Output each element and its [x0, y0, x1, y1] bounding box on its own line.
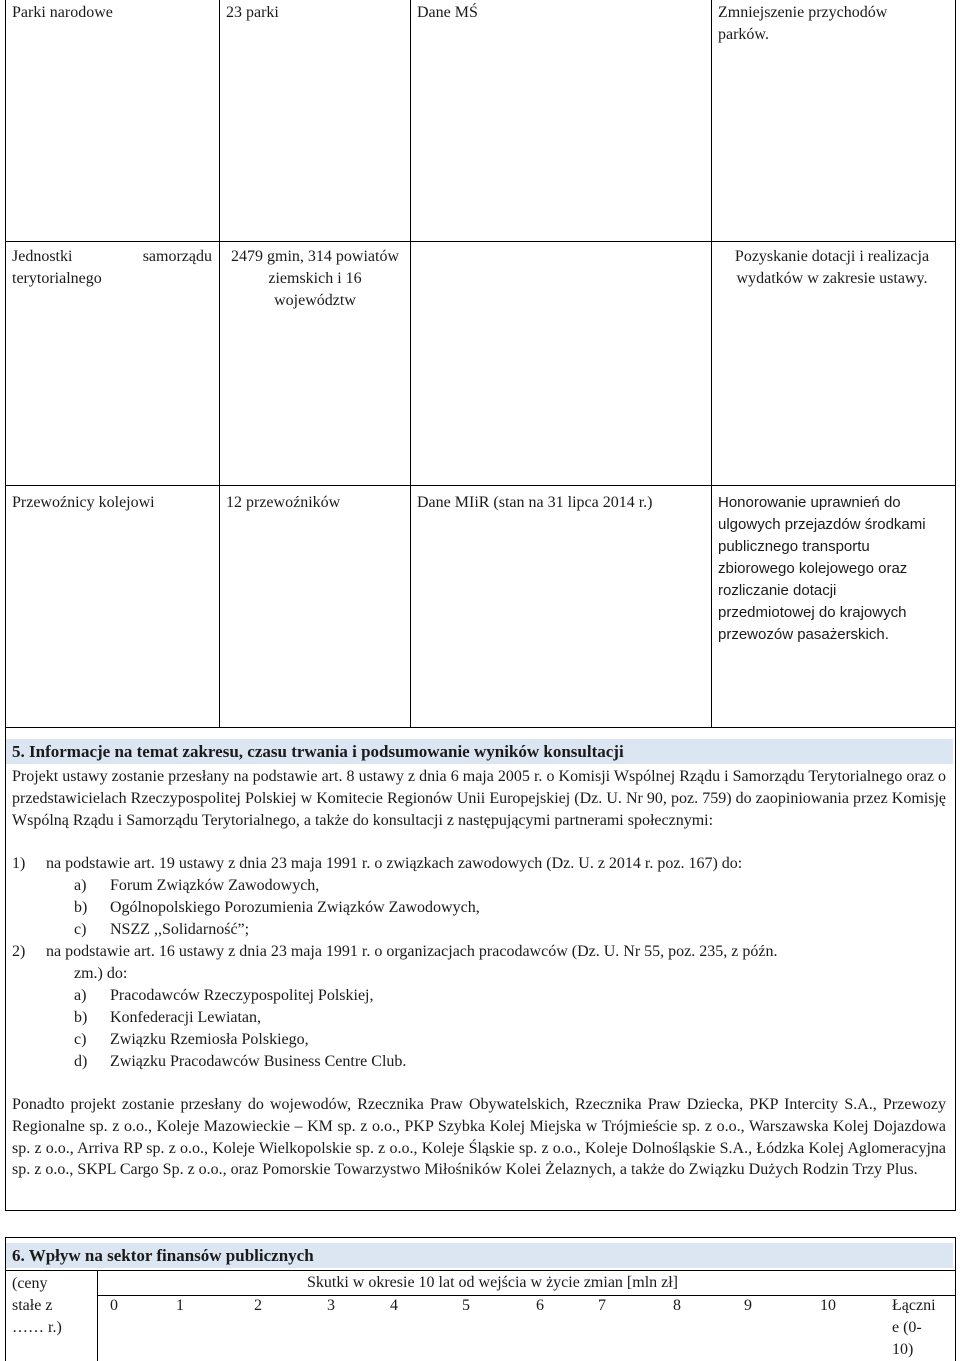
table-border-right	[955, 0, 956, 1210]
year-header-10: 10	[820, 1297, 836, 1314]
table-cell: Zmniejszenie przychodów parków.	[718, 4, 888, 43]
section-divider	[5, 1210, 956, 1211]
list-item: na podstawie art. 19 ustawy z dnia 23 maja 1991 r. o związkach zawodowych (Dz. U. z 2014 r. poz. 167) do:	[46, 855, 743, 872]
section-heading: 5. Informacje na temat zakresu, czasu trwania i podsumowanie wyników konsultacji	[6, 739, 953, 764]
year-header-4: 4	[390, 1297, 398, 1314]
price-basis-label: …… r.)	[12, 1319, 62, 1336]
list-item: NSZZ ,,Solidarność”;	[110, 921, 250, 938]
table-cell	[6, 246, 218, 290]
row-divider-3	[5, 727, 956, 728]
list-item: Konfederacji Lewiatan,	[110, 1009, 262, 1026]
cell-word: samorządu	[142, 248, 212, 265]
list-item: na podstawie art. 16 ustawy z dnia 23 maja 1991 r. o organizacjach pracodawców (Dz. U. Nr 55, poz. 235, z późn.	[46, 943, 778, 960]
table-cell: Dane MŚ	[417, 4, 478, 21]
list-marker: b)	[74, 899, 88, 916]
list-item: Pracodawców Rzeczypospolitej Polskiej,	[110, 987, 374, 1004]
section-closing: Ponadto projekt zostanie przesłany do wojewodów, Rzecznika Praw Obywatelskich, Rzecznika Praw Dziecka, PKP Intercity S.A., Przewozy Regionalne sp. z o.o., Koleje Mazowieckie – KM sp. z o.o., PKP Szybka Kolej Miejska w Trójmieście sp. z o.o., Warszawska Kolej Dojazdowa sp. z o.o., Arriva RP sp. z o.o., Koleje Wielkopolskie sp. z o.o., Koleje Śląskie sp. z o.o., Koleje Dolnośląskie S.A., Łódzka Kolej Aglomeracyjna sp. z o.o., SKPL Cargo Sp. z o.o., oraz Pomorskie Towarzystwo Miłośników Kolei Żelaznych, a także do Związku Dużych Rodzin Trzy Plus.	[12, 1096, 946, 1179]
cell-word: terytorialnego	[12, 270, 102, 287]
table-cell: Dane MIiR (stan na 31 lipca 2014 r.)	[417, 494, 653, 511]
cell-word: Jednostki	[12, 248, 73, 265]
table-border-left	[5, 0, 6, 1210]
col-divider-2	[410, 0, 411, 727]
row-divider-1	[5, 241, 956, 242]
year-header-9: 9	[744, 1297, 752, 1314]
table-cell: 12 przewoźników	[226, 494, 341, 511]
year-header-6: 6	[536, 1297, 544, 1314]
list-marker: c)	[74, 921, 87, 938]
price-basis-label: stałe z	[12, 1297, 53, 1314]
year-header-2: 2	[254, 1297, 262, 1314]
list-item: Związku Pracodawców Business Centre Club.	[110, 1053, 407, 1070]
section-intro: Projekt ustawy zostanie przesłany na podstawie art. 8 ustawy z dnia 6 maja 2005 r. o Komisji Wspólnej Rządu i Samorządu Terytorialnego oraz o przedstawicielach Rzeczypospolitej Polskiej w Komitecie Regionów Unii Europejskiej (Dz. U. Nr 90, poz. 759) do zaopiniowania przez Komisję Wspólną Rządu i Samorządu Terytorialnego, a także do konsultacji z następującymi partnerami społecznymi:	[12, 768, 946, 829]
table-cell: 23 parki	[226, 4, 279, 21]
year-header-7: 7	[598, 1297, 606, 1314]
effects-header: Skutki w okresie 10 lat od wejścia w życie zmian [mln zł]	[307, 1274, 679, 1291]
table-border-right	[955, 1237, 956, 1361]
year-header-3: 3	[327, 1297, 335, 1314]
list-item-continued: zm.) do:	[74, 965, 128, 982]
year-header-1: 1	[176, 1297, 184, 1314]
col-divider-1	[219, 0, 220, 727]
year-header-8: 8	[673, 1297, 681, 1314]
table-cell: Pozyskanie dotacji i realizacja wydatków w zakresie ustawy.	[734, 248, 930, 287]
table-cell: Przewoźnicy kolejowi	[12, 494, 155, 511]
list-marker: b)	[74, 1009, 88, 1026]
list-marker: a)	[74, 987, 87, 1004]
col-divider	[97, 1270, 98, 1361]
price-basis-label: (ceny	[12, 1275, 48, 1292]
list-marker: d)	[74, 1053, 88, 1070]
year-header-5: 5	[462, 1297, 470, 1314]
list-item: Ogólnopolskiego Porozumienia Związków Zawodowych,	[110, 899, 480, 916]
list-item: Związku Rzemiosła Polskiego,	[110, 1031, 309, 1048]
row-divider	[5, 1270, 956, 1271]
list-marker: a)	[74, 877, 87, 894]
list-marker: 1)	[12, 855, 26, 872]
list-marker: 2)	[12, 943, 26, 960]
table-border-top	[5, 1237, 956, 1238]
total-label: 10)	[892, 1341, 914, 1358]
list-marker: c)	[74, 1031, 87, 1048]
total-label: e (0-	[892, 1319, 922, 1336]
table-cell: Parki narodowe	[12, 4, 113, 21]
year-header-0: 0	[110, 1297, 118, 1314]
table-cell: Honorowanie uprawnień do ulgowych przejazdów środkami publicznego transportu zbiorowego kolejowego oraz rozliczanie dotacji przedmiotowej do krajowych przewozów pasażerskich.	[718, 494, 926, 643]
table-cell: 2479 gmin, 314 powiatów ziemskich i 16 województw	[231, 248, 399, 309]
row-divider-2	[5, 485, 956, 486]
total-label: Łączni	[892, 1297, 936, 1314]
list-item: Forum Związków Zawodowych,	[110, 877, 320, 894]
section-heading: 6. Wpływ na sektor finansów publicznych	[6, 1243, 953, 1268]
